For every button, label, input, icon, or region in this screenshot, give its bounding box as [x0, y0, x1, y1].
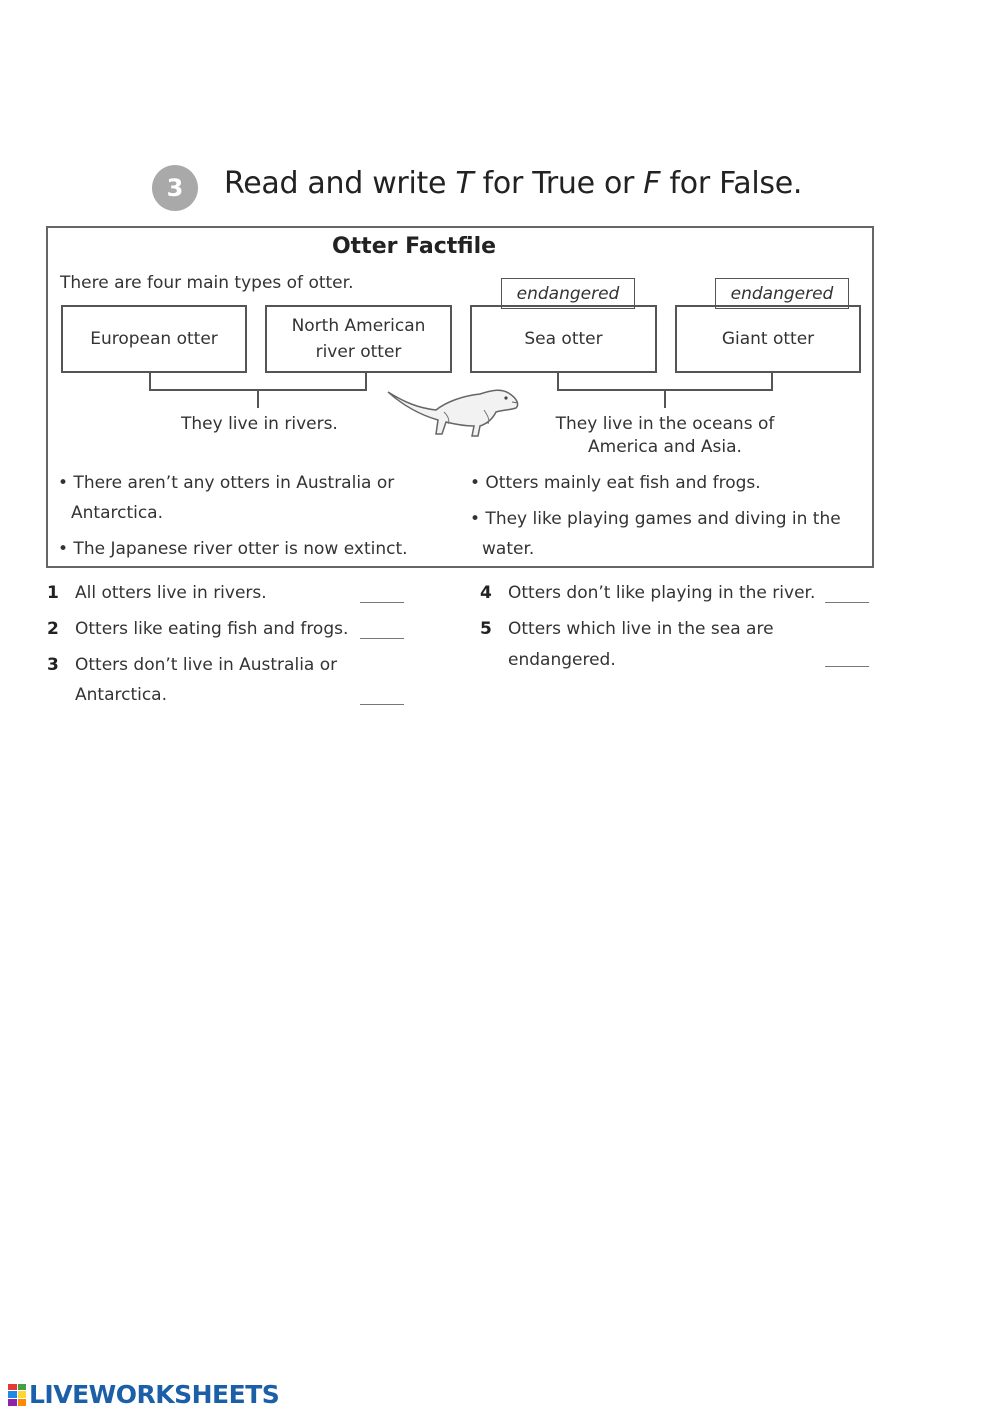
answer-blank-4[interactable]	[825, 602, 869, 603]
instruction-text-3: for False.	[660, 166, 803, 201]
logo-grid-icon	[8, 1384, 26, 1406]
bracket-left	[150, 373, 366, 390]
fact-bullet: • There aren’t any otters in Australia or	[58, 473, 395, 493]
habitat-oceans-line2: America and Asia.	[588, 437, 742, 457]
otter-type-label-line2: river otter	[315, 342, 402, 362]
question-number: 3	[47, 655, 59, 675]
exercise-number-badge: 3	[152, 165, 198, 211]
question-text-continuation: Antarctica.	[75, 685, 168, 705]
question-number: 1	[47, 583, 59, 603]
fact-bullet-continuation: Antarctica.	[71, 503, 164, 523]
answer-blank-2[interactable]	[360, 638, 404, 639]
fact-bullet: • The Japanese river otter is now extinct.	[58, 539, 408, 559]
endangered-tag-sea-otter: endangered	[501, 278, 635, 309]
fact-bullet: • Otters mainly eat fish and frogs.	[470, 473, 761, 493]
logo-text: LIVEWORKSHEETS	[29, 1380, 280, 1409]
otter-type-label: Sea otter	[524, 329, 603, 349]
question-text: Otters don’t live in Australia or	[75, 655, 338, 675]
question-text: All otters live in rivers.	[75, 583, 267, 603]
fact-bullet-continuation: water.	[482, 539, 535, 559]
otter-type-label: European otter	[90, 329, 218, 349]
connector-brackets	[0, 0, 1000, 420]
answer-blank-1[interactable]	[360, 602, 404, 603]
question-number: 5	[480, 619, 492, 639]
question-number: 2	[47, 619, 59, 639]
answer-blank-5[interactable]	[825, 666, 869, 667]
otter-type-label-line1: North American	[291, 316, 426, 336]
question-text: Otters like eating fish and frogs.	[75, 619, 349, 639]
factfile-title: Otter Factfile	[331, 234, 497, 259]
liveworksheets-logo[interactable]	[8, 1380, 279, 1409]
endangered-tag-giant-otter: endangered	[715, 278, 849, 309]
question-text: Otters which live in the sea are	[508, 619, 774, 639]
question-number: 4	[480, 583, 492, 603]
habitat-oceans-line1: They live in the oceans of	[555, 414, 775, 434]
factfile-intro: There are four main types of otter.	[60, 273, 354, 293]
answer-blank-3[interactable]	[360, 704, 404, 705]
fact-bullet: • They like playing games and diving in the	[470, 509, 841, 529]
instruction-f: F	[643, 166, 661, 201]
instruction-t: T	[455, 166, 474, 201]
question-text: Otters don’t like playing in the river.	[508, 583, 816, 603]
habitat-rivers: They live in rivers.	[181, 414, 338, 434]
otter-illustration	[384, 380, 524, 440]
question-text-continuation: endangered.	[508, 650, 616, 670]
instruction-text-2: for True or	[473, 166, 644, 201]
instruction-text-1: Read and write	[224, 166, 456, 201]
otter-type-label: Giant otter	[721, 329, 815, 349]
bracket-right	[558, 373, 772, 390]
